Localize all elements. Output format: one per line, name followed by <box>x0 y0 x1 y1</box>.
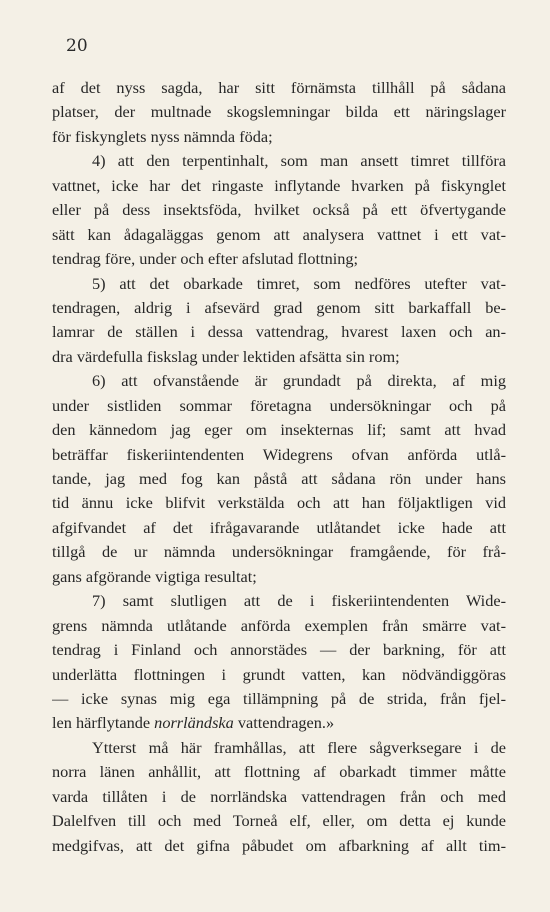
text-line <box>52 491 506 515</box>
text-line-content: Ytterst må här framhållas, att flere sågverksegare i de <box>92 737 506 757</box>
text-line-content: afgifvandet af det ifrågavarande utlåtandet icke hade att <box>52 517 506 537</box>
text-line <box>52 369 506 393</box>
text-line-content: medgifvas, att det gifna påbudet om afbarkning af allt tim- <box>52 835 506 855</box>
text-line-content: under sistliden sommar företagna undersökningar och på <box>52 395 506 415</box>
text-line <box>52 589 506 613</box>
text-line <box>52 320 506 344</box>
text-line-content: tendragen, aldrig i afsevärd grad genom sitt barkaffall be- <box>52 297 506 317</box>
text-line <box>52 296 506 320</box>
text-line-content: varda tillåten i de norrländska vattendragen från och med <box>52 786 506 806</box>
text-line <box>52 736 506 760</box>
text-line-content: 4) att den terpentinhalt, som man ansett timret tillföra <box>92 151 506 171</box>
text-line <box>52 418 506 442</box>
text-line-content: lamrar de ställen i dessa vattendrag, hvarest laxen och an- <box>52 322 506 342</box>
text-line-content: underlätta flottningen i grundt vatten, kan nödvändiggöras <box>52 664 506 684</box>
text-line-content: tillgå de ur nämnda undersökningar framgående, för frå- <box>52 542 506 562</box>
text-line <box>52 614 506 638</box>
text-line-content: tande, jag med fog kan påstå att sådana rön under hans <box>52 469 506 488</box>
text-line-content: len härflytande <box>52 713 155 733</box>
text-line-content: vattendragen.» <box>233 713 335 733</box>
text-line <box>52 174 506 198</box>
text-line <box>52 663 506 687</box>
text-line-content: 5) att det obarkade timret, som nedföres utefter vat- <box>92 273 506 293</box>
text-line-content: norra länen anhållit, att flottning af obarkadt timmer måtte <box>52 762 506 782</box>
text-line-content: beträffar fiskeriintendenten Widegrens ofvan anförda utlå- <box>52 444 506 464</box>
text-line-content: tendrag i Finland och annorstädes — der barkning, för att <box>52 640 506 660</box>
text-line-content: tendrag före, under och efter afslutad flottning; <box>52 249 359 269</box>
text-line <box>52 125 506 149</box>
text-line <box>52 540 506 564</box>
text-line <box>52 760 506 784</box>
text-line <box>52 100 506 124</box>
text-line <box>52 76 506 100</box>
text-line-content: den kännedom jag eger om insekternas lif; samt att hvad <box>52 420 506 440</box>
text-line <box>52 149 506 173</box>
text-line <box>52 516 506 540</box>
text-line <box>52 785 506 809</box>
text-line-content: tid ännu icke blifvit verkstälda och att han följaktligen vid <box>52 493 506 513</box>
text-line-content: eller på dess insektsföda, hvilket också på ett öfvertygande <box>52 200 506 220</box>
text-line <box>52 467 506 491</box>
body-text <box>52 76 506 858</box>
text-line-content: gans afgörande vigtiga resultat; <box>52 566 257 586</box>
text-line <box>52 638 506 662</box>
text-line-content: Dalelfven till och med Torneå elf, eller, om detta ej kunde <box>52 811 506 831</box>
text-line <box>52 247 506 271</box>
text-line <box>52 394 506 418</box>
text-line-content: af det nyss sagda, har sitt förnämsta tillhåll på sådana <box>52 78 506 97</box>
text-line-content: grens nämnda utlåtande anförda exemplen från smärre vat- <box>52 615 506 635</box>
text-line <box>52 565 506 589</box>
text-line-content: — icke synas mig ega tillämpning på de strida, från fjel- <box>52 688 506 708</box>
text-line-content: dra värdefulla fiskslag under lektiden afsätta sin rom; <box>52 346 400 366</box>
italic-word: norrländska <box>154 713 234 733</box>
text-line-content: vattnet, icke har det ringaste inflytande hvarken på fiskynglet <box>52 175 506 195</box>
text-line <box>52 809 506 833</box>
text-line <box>52 223 506 247</box>
page-number: 20 <box>66 36 88 56</box>
text-line <box>52 198 506 222</box>
text-line <box>52 687 506 711</box>
text-line <box>52 272 506 296</box>
text-line-content: 6) att ofvanstående är grundadt på direkta, af mig <box>92 371 506 391</box>
text-line-content: för fiskynglets nyss nämnda föda; <box>52 126 273 146</box>
text-line <box>52 711 506 735</box>
text-line <box>52 345 506 369</box>
text-line-content: 7) samt slutligen att de i fiskeriintendenten Wide- <box>92 591 506 611</box>
text-line-content: platser, der multnade skogslemningar bilda ett näringslager <box>52 102 506 122</box>
text-line <box>52 834 506 858</box>
text-line-content: sätt kan ådagaläggas genom att analysera vattnet i ett vat- <box>52 224 506 244</box>
text-line <box>52 443 506 467</box>
